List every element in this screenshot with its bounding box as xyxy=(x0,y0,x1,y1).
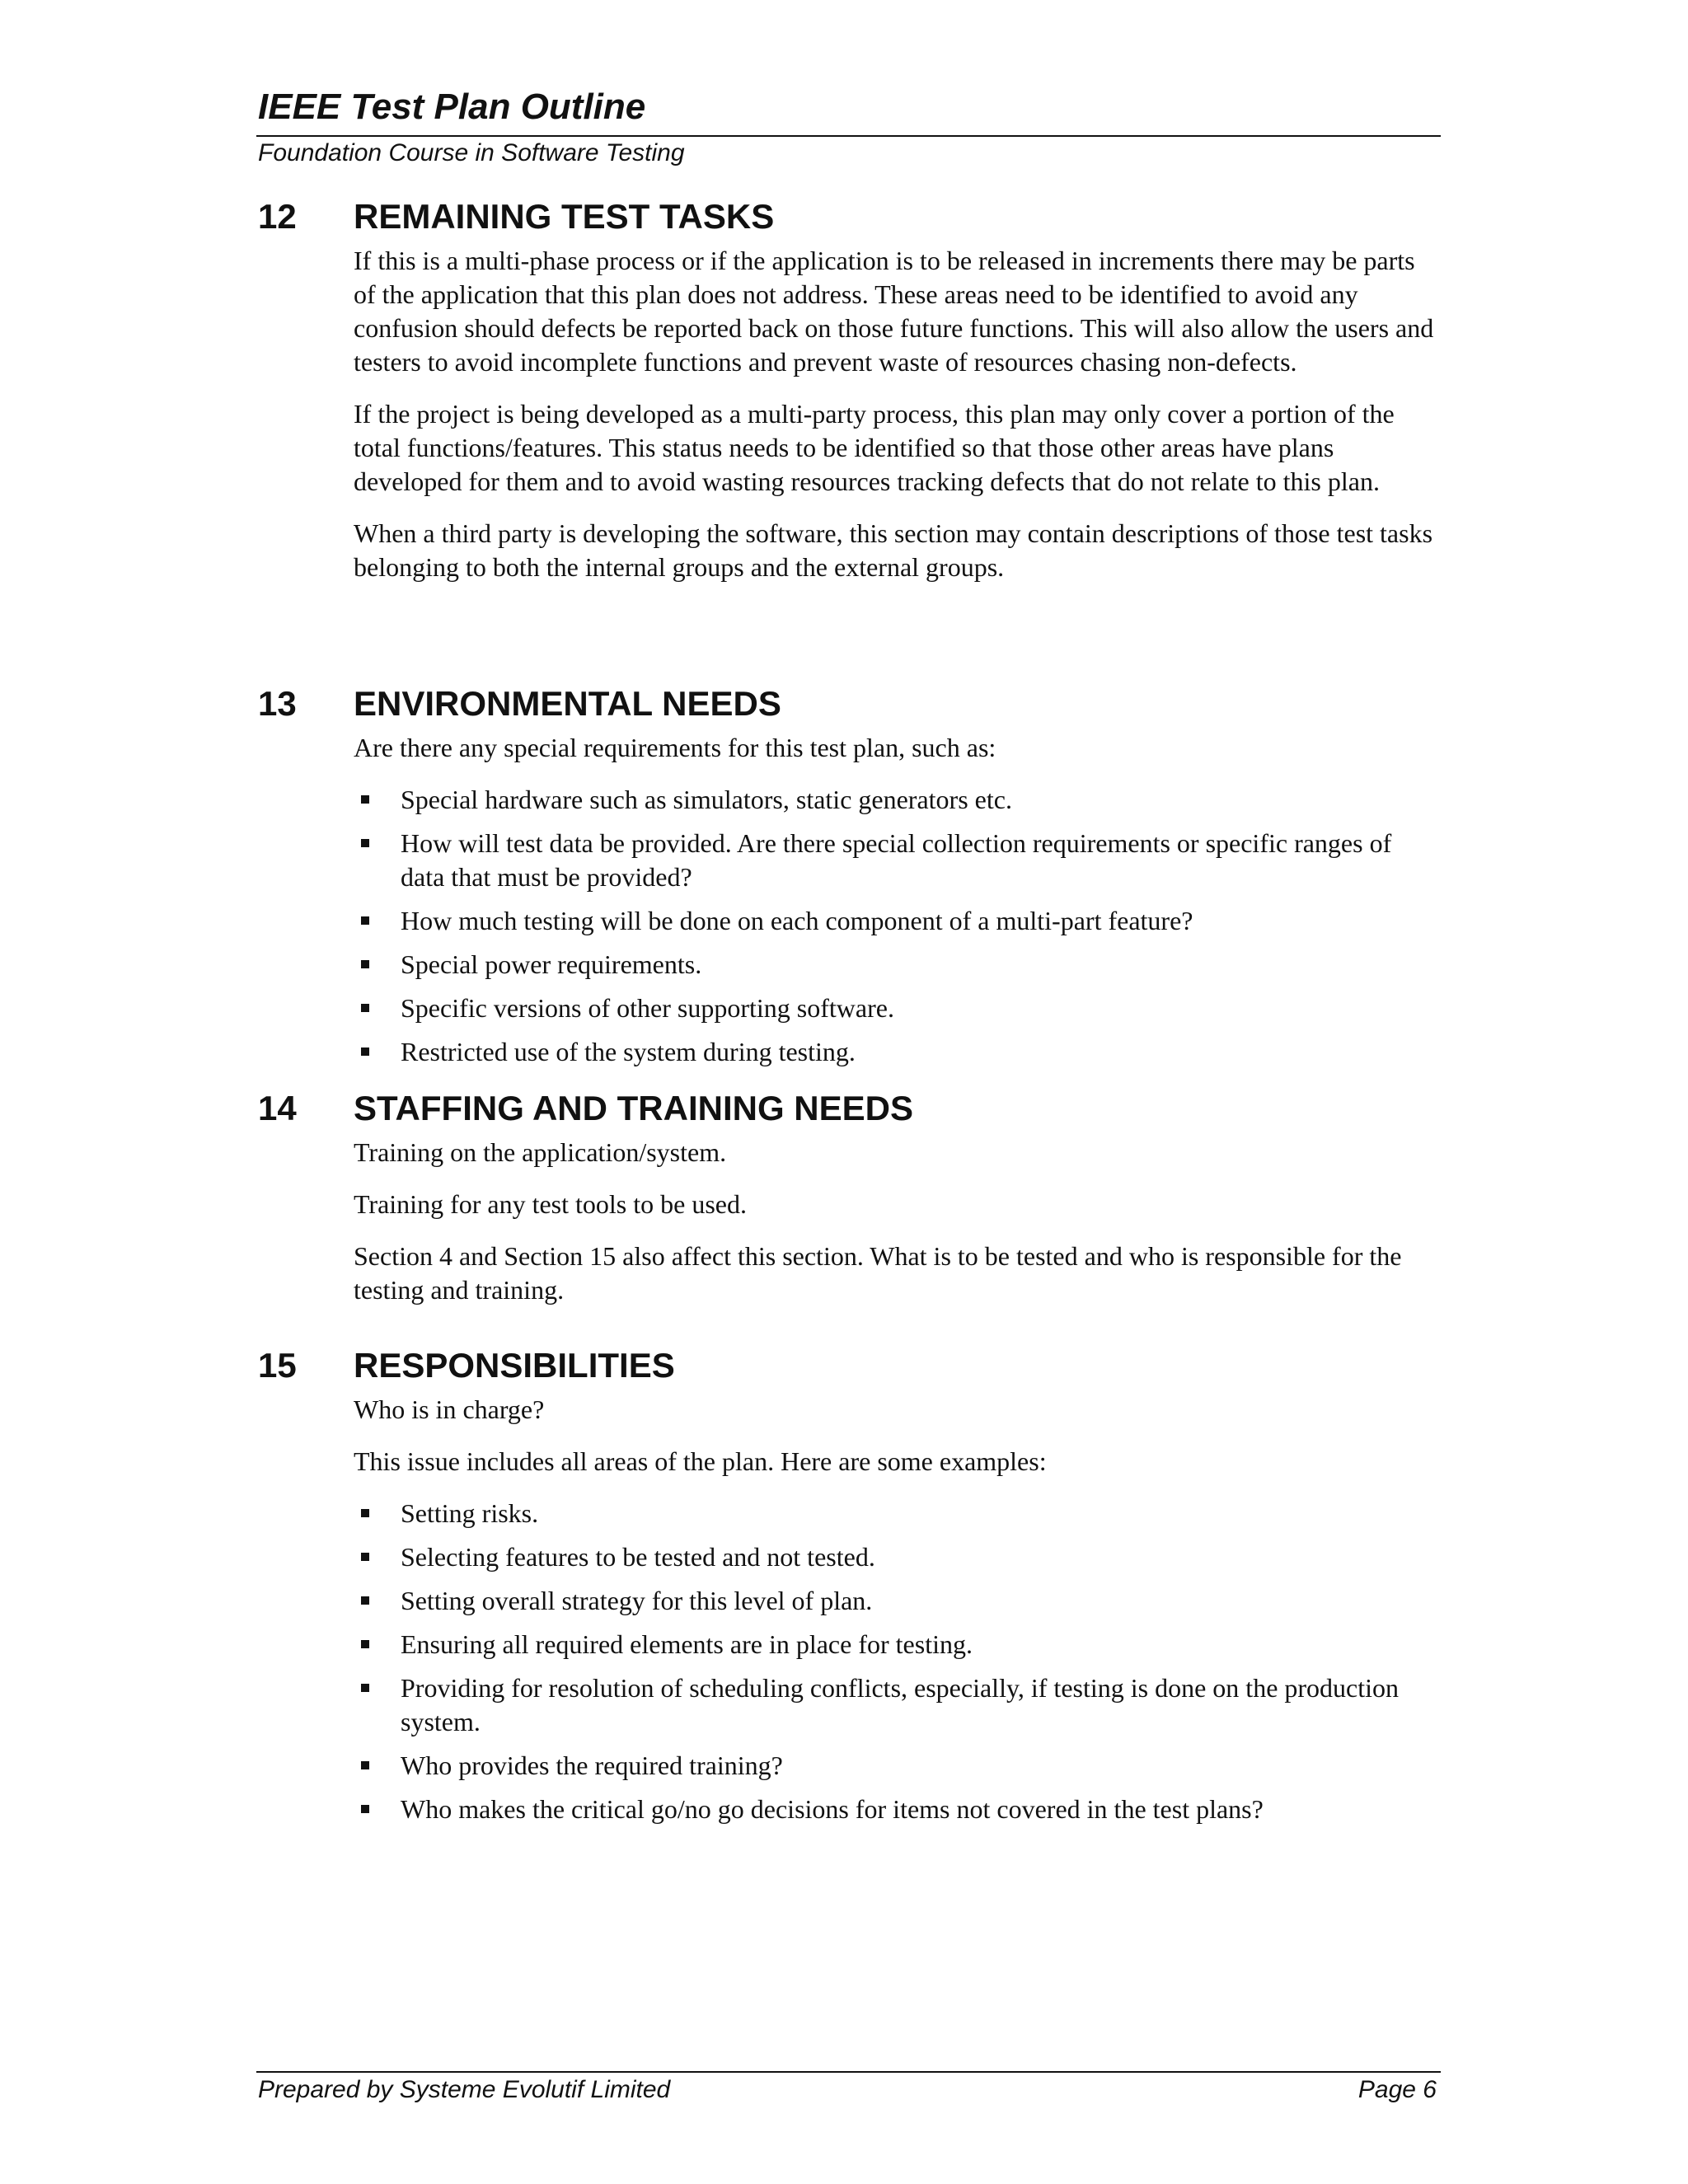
list-item xyxy=(354,1749,1437,1783)
section-body xyxy=(354,244,1437,584)
list-item xyxy=(354,904,1437,938)
square-bullet-icon xyxy=(361,1684,369,1692)
paragraph: This issue includes all areas of the plan. Here are some examples: xyxy=(354,1446,1047,1476)
page-number: Page 6 xyxy=(1357,2076,1437,2103)
square-bullet-icon xyxy=(361,916,369,925)
section-title: REMAINING TEST TASKS xyxy=(354,197,775,236)
section-body xyxy=(354,731,1437,1069)
paragraph: If the project is being developed as a multi-party process, this plan may only cover a portion of the total functions/features. This status needs to be identified so that those other areas have plans developed for them and to avoid wasting resources tracking defects that do not relate to this plan. xyxy=(354,399,1395,496)
section-number: 13 xyxy=(258,684,297,723)
square-bullet-icon xyxy=(361,1004,369,1012)
list-item-text: Special power requirements. xyxy=(401,949,702,979)
document-title: IEEE Test Plan Outline xyxy=(258,87,646,127)
list-item-text: Ensuring all required elements are in place for testing. xyxy=(401,1629,973,1659)
square-bullet-icon xyxy=(361,1047,369,1056)
square-bullet-icon xyxy=(361,1596,369,1605)
list-item xyxy=(354,991,1437,1025)
bullet-list xyxy=(354,783,1437,1069)
list-item-text: Specific versions of other supporting software. xyxy=(401,993,894,1023)
paragraph: Training on the application/system. xyxy=(354,1137,727,1167)
list-item xyxy=(354,1497,1437,1530)
square-bullet-icon xyxy=(361,1553,369,1561)
list-item-text: Providing for resolution of scheduling conflicts, especially, if testing is done on the production system. xyxy=(401,1673,1400,1736)
list-item-text: How will test data be provided. Are there special collection requirements or specific ranges of data that must be provided? xyxy=(401,828,1392,892)
section-title: ENVIRONMENTAL NEEDS xyxy=(354,684,781,723)
list-item-text: Setting overall strategy for this level of plan. xyxy=(401,1586,873,1615)
list-item xyxy=(354,1628,1437,1661)
section-number: 14 xyxy=(258,1089,297,1127)
list-item xyxy=(354,827,1437,894)
list-item xyxy=(354,948,1437,982)
section-body xyxy=(354,1393,1437,1826)
section-number: 12 xyxy=(258,197,297,236)
paragraph: When a third party is developing the software, this section may contain descriptions of those test tasks belonging to both the internal groups and the external groups. xyxy=(354,518,1433,582)
square-bullet-icon xyxy=(361,839,369,847)
list-item xyxy=(354,1793,1437,1826)
section-title: STAFFING AND TRAINING NEEDS xyxy=(354,1089,913,1127)
list-item xyxy=(354,1035,1437,1069)
footer-rule xyxy=(256,2071,1441,2073)
square-bullet-icon xyxy=(361,1761,369,1769)
section-number: 15 xyxy=(258,1346,297,1385)
list-item xyxy=(354,1584,1437,1618)
paragraph: Section 4 and Section 15 also affect this section. What is to be tested and who is responsible for the testing and training. xyxy=(354,1241,1402,1305)
list-item-text: Setting risks. xyxy=(401,1498,539,1528)
list-item-text: Who makes the critical go/no go decisions for items not covered in the test plans? xyxy=(401,1794,1264,1824)
paragraph: Training for any test tools to be used. xyxy=(354,1189,747,1219)
paragraph: If this is a multi-phase process or if the application is to be released in increments there may be parts of the application that this plan does not address. These areas need to be identified to avoid any confusion should defects be reported back on those future functions. This will also allow the users and testers to avoid incomplete functions and prevent waste of resources chasing non-defects. xyxy=(354,246,1434,377)
square-bullet-icon xyxy=(361,960,369,968)
section-12 xyxy=(258,196,1445,602)
section-body xyxy=(354,1136,1437,1307)
section-14 xyxy=(258,1088,1445,1325)
paragraph: Who is in charge? xyxy=(354,1394,545,1424)
square-bullet-icon xyxy=(361,1509,369,1517)
section-heading xyxy=(258,196,1445,237)
section-title: RESPONSIBILITIES xyxy=(354,1346,675,1385)
section-heading xyxy=(258,1088,1445,1129)
footer-author: Prepared by Systeme Evolutif Limited xyxy=(258,2076,671,2103)
square-bullet-icon xyxy=(361,795,369,804)
paragraph: Are there any special requirements for this test plan, such as: xyxy=(354,733,996,762)
list-item-text: Restricted use of the system during testing. xyxy=(401,1037,856,1066)
square-bullet-icon xyxy=(361,1805,369,1813)
section-15 xyxy=(258,1345,1445,1836)
square-bullet-icon xyxy=(361,1640,369,1648)
bullet-list xyxy=(354,1497,1437,1826)
list-item xyxy=(354,783,1437,817)
list-item xyxy=(354,1540,1437,1574)
list-item xyxy=(354,1671,1437,1739)
list-item-text: Special hardware such as simulators, static generators etc. xyxy=(401,785,1012,814)
section-13 xyxy=(258,683,1445,1079)
header-rule xyxy=(256,135,1441,137)
section-heading xyxy=(258,683,1445,724)
section-heading xyxy=(258,1345,1445,1386)
list-item-text: Who provides the required training? xyxy=(401,1750,783,1780)
document-subtitle: Foundation Course in Software Testing xyxy=(258,139,685,166)
list-item-text: Selecting features to be tested and not tested. xyxy=(401,1542,875,1572)
list-item-text: How much testing will be done on each component of a multi-part feature? xyxy=(401,906,1193,935)
